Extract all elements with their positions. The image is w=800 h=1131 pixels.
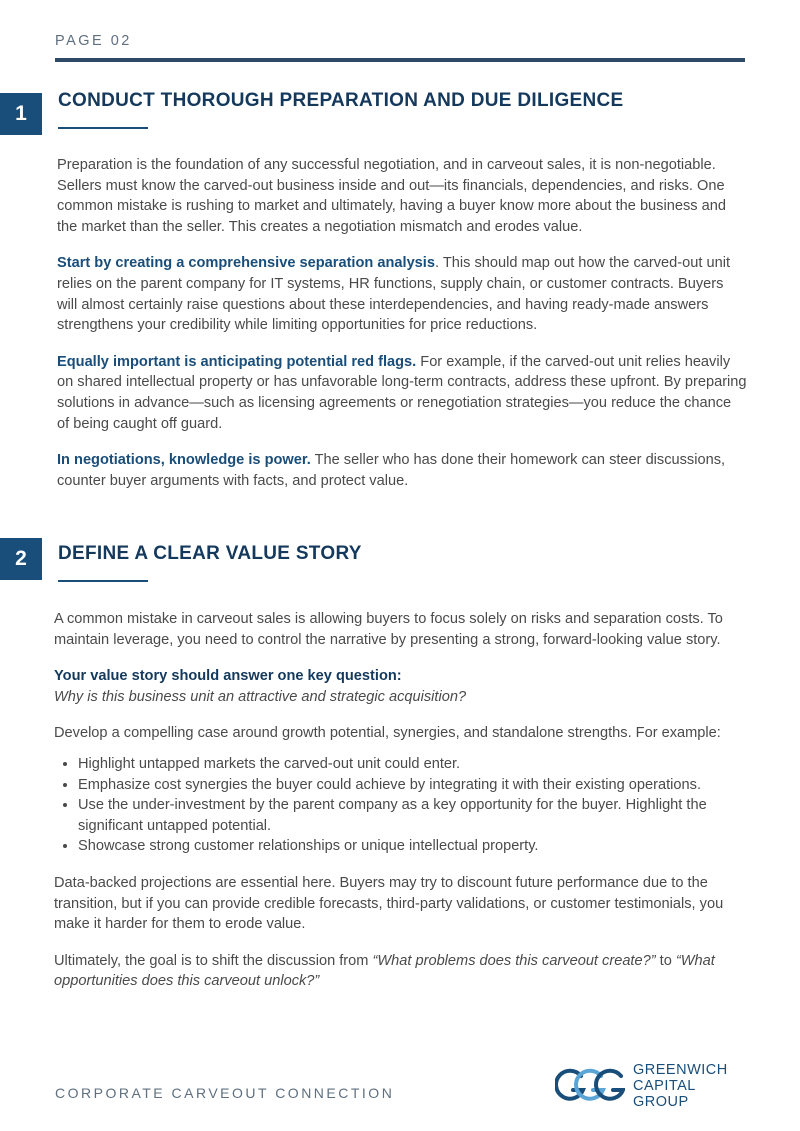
- section-1-number: 1: [0, 93, 42, 135]
- paragraph-text: The seller who has done their homework can steer discussions, counter buyer arguments with facts, and protect value.: [57, 452, 726, 489]
- section-2-rule: [58, 580, 148, 582]
- paragraph: [57, 450, 747, 491]
- interlocking-g-logo-icon: [555, 1068, 625, 1104]
- paragraph-lead: Equally important is anticipating potential red flags.: [57, 353, 417, 370]
- list-item: • Highlight untapped markets the carved-out unit could enter.: [78, 754, 744, 775]
- footer-label: CORPORATE CARVEOUT CONNECTION: [55, 1085, 395, 1101]
- question-text: Why is this business unit an attractive and strategic acquisition?: [54, 688, 467, 705]
- company-logo: [555, 1062, 755, 1110]
- question-lead: Your value story should answer one key question:: [54, 668, 402, 685]
- list-item: • Showcase strong customer relationships or unique intellectual property.: [78, 836, 744, 857]
- list-item: • Emphasize cost synergies the buyer could achieve by integrating it with their existing operations.: [78, 775, 744, 796]
- logo-text: [633, 1062, 755, 1110]
- section-2-title: DEFINE A CLEAR VALUE STORY: [58, 543, 362, 564]
- closing-quote-1: “What problems does this carveout create?”: [372, 952, 656, 969]
- paragraph-text: Preparation is the foundation of any successful negotiation, and in carveout sales, it is non-negotiable. Sellers must know the carved-out business inside and out—its financials, dependencies, and risks. One common mistake is rushing to market and ultimately, having a buyer know more about the business and the market than the seller. This creates a negotiation mismatch and erodes value.: [57, 157, 726, 235]
- paragraph: [57, 352, 747, 434]
- section-2-number: 2: [0, 538, 42, 580]
- list-item: • Use the under-investment by the parent company as a key opportunity for the buyer. Highlight the significant untapped potential.: [78, 795, 744, 836]
- paragraph-lead: Start by creating a comprehensive separation analysis: [57, 255, 435, 272]
- logo-line-1: GREENWICH: [633, 1062, 728, 1078]
- section-1-rule: [58, 127, 148, 129]
- data-backed-paragraph: Data-backed projections are essential here. Buyers may try to discount future performance due to the transition, but if you can provide credible forecasts, third-party validations, or customer testimonials, you make it harder for them to erode value.: [54, 874, 724, 933]
- page-label: PAGE 02: [55, 33, 132, 49]
- develop-paragraph: Develop a compelling case around growth potential, synergies, and standalone strengths. For example:: [54, 725, 721, 742]
- key-question: [54, 666, 744, 707]
- intro-paragraph: A common mistake in carveout sales is allowing buyers to focus solely on risks and separation costs. To maintain leverage, you need to control the narrative by presenting a strong, forward-looking value story.: [54, 611, 723, 648]
- paragraph-text: . This should map out how the carved-out unit relies on the parent company for IT systems, HR functions, supply chain, or customer contracts. Buyers will almost certainly raise questions about these interdependencies, and having ready-made answers strengthens your credibility while limiting opportunities for price reductions.: [57, 255, 731, 334]
- logo-line-2: CAPITAL GROUP: [633, 1078, 696, 1110]
- paragraph: [57, 155, 747, 237]
- section-1-title: CONDUCT THOROUGH PREPARATION AND DUE DILIGENCE: [58, 90, 624, 111]
- closing-paragraph: [54, 951, 744, 992]
- paragraph-text: For example, if the carved-out unit relies heavily on shared intellectual property or has unfavorable long-term contracts, address these upfront. By preparing solutions in advance—such as licensing agreements or renegotiation strategies—you reduce the chance of being caught off guard.: [57, 353, 747, 432]
- paragraph-lead: In negotiations, knowledge is power.: [57, 452, 311, 469]
- closing-prefix: Ultimately, the goal is to shift the discussion from: [54, 952, 373, 969]
- section-1-body: [57, 155, 747, 507]
- paragraph: [57, 253, 747, 335]
- section-2-body: [54, 609, 744, 1008]
- closing-quote-2: “What opportunities does this carveout unlock?”: [54, 952, 715, 990]
- closing-middle: to: [655, 952, 676, 969]
- example-list: [54, 754, 744, 857]
- top-rule: [55, 58, 745, 62]
